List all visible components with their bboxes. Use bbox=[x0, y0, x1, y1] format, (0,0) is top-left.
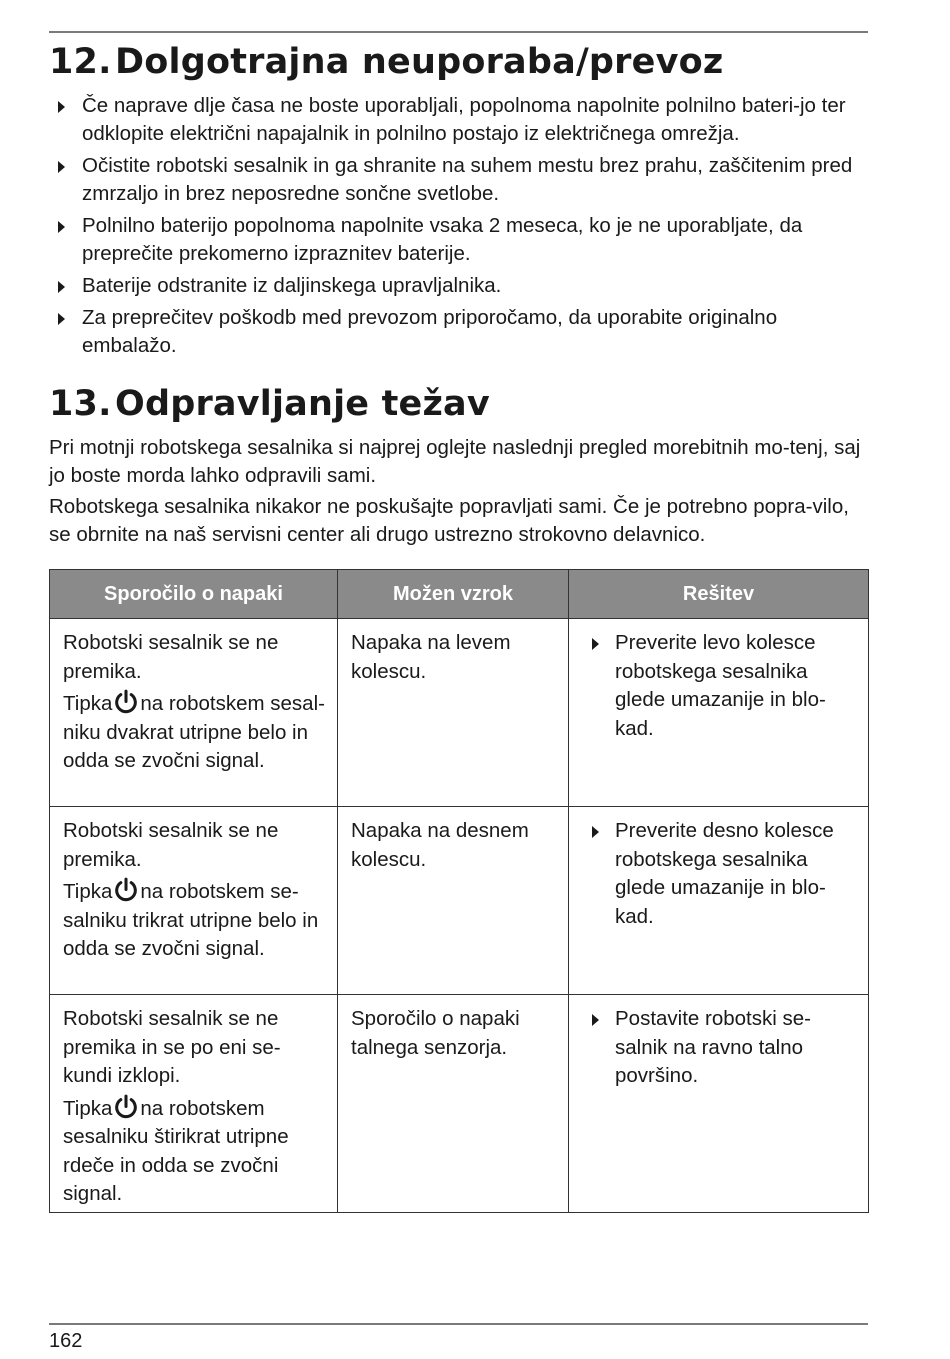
section-12-bullet-list bbox=[49, 92, 864, 364]
section-number: 13. bbox=[49, 384, 112, 424]
cause-cell: Napaka na desnem kolescu. bbox=[338, 807, 569, 995]
header-error-message: Sporočilo o napaki bbox=[50, 570, 338, 619]
error-message-cell: Robotski sesalnik se ne premika. Tipka na robotskem sesal-niku dvakrat utripne belo in odda se zvočni signal. bbox=[50, 619, 338, 807]
solution-cell: Preverite levo kolesce robotskega sesalnika glede umazanije in blo-kad. bbox=[569, 619, 869, 807]
triangle-right-icon bbox=[58, 101, 65, 113]
power-icon bbox=[113, 877, 139, 903]
table-row bbox=[50, 995, 869, 1213]
list-item: Če naprave dlje časa ne boste uporabljali, popolnoma napolnite polnilno bateri-jo ter odklopite električni napajalnik in polnilno postajo iz električnega omrežja. bbox=[49, 92, 864, 148]
cause-cell: Sporočilo o napaki talnega senzorja. bbox=[338, 995, 569, 1213]
triangle-right-icon bbox=[58, 161, 65, 173]
header-solution: Rešitev bbox=[569, 570, 869, 619]
section-12-heading bbox=[49, 42, 723, 82]
error-message-cell: Robotski sesalnik se ne premika in se po eni se-kundi izklopi. Tipka na robotskem sesalniku štirikrat utripne rdeče in odda se zvočni signal. bbox=[50, 995, 338, 1213]
cause-cell: Napaka na levem kolescu. bbox=[338, 619, 569, 807]
section-title: Dolgotrajna neuporaba/prevoz bbox=[115, 42, 724, 82]
error-message-cell: Robotski sesalnik se ne premika. Tipka na robotskem se-salniku trikrat utripne belo in odda se zvočni signal. bbox=[50, 807, 338, 995]
section-13-heading bbox=[49, 384, 490, 424]
list-item: Baterije odstranite iz daljinskega upravljalnika. bbox=[49, 272, 864, 300]
solution-cell: Preverite desno kolesce robotskega sesalnika glede umazanije in blo-kad. bbox=[569, 807, 869, 995]
bottom-rule bbox=[49, 1323, 868, 1325]
section-number: 12. bbox=[49, 42, 112, 82]
table-row bbox=[50, 619, 869, 807]
list-item: Polnilno baterijo popolnoma napolnite vsaka 2 meseca, ko je ne uporabljate, da preprečite prekomerno izpraznitev baterije. bbox=[49, 212, 864, 268]
triangle-right-icon bbox=[58, 221, 65, 233]
table-header-row bbox=[50, 570, 869, 619]
power-icon bbox=[113, 689, 139, 715]
table-row bbox=[50, 807, 869, 995]
triangle-right-icon bbox=[58, 313, 65, 325]
page-number: 162 bbox=[49, 1330, 83, 1352]
section-title: Odpravljanje težav bbox=[115, 384, 490, 424]
list-item: Očistite robotski sesalnik in ga shranite na suhem mestu brez prahu, zaščitenim pred zmrzaljo in brez neposredne sončne svetlobe. bbox=[49, 152, 864, 208]
triangle-right-icon bbox=[592, 826, 599, 838]
list-item: Za preprečitev poškodb med prevozom priporočamo, da uporabite originalno embalažo. bbox=[49, 304, 864, 360]
triangle-right-icon bbox=[58, 281, 65, 293]
troubleshooting-table bbox=[49, 569, 869, 1213]
warning-paragraph: Robotskega sesalnika nikakor ne poskušajte popravljati sami. Če je potrebno popra-vilo, se obrnite na naš servisni center ali drugo ustrezno strokovno delavnico. bbox=[49, 495, 849, 546]
power-icon bbox=[113, 1094, 139, 1120]
triangle-right-icon bbox=[592, 1014, 599, 1026]
solution-cell: Postavite robotski se-salnik na ravno talno površino. bbox=[569, 995, 869, 1213]
header-possible-cause: Možen vzrok bbox=[338, 570, 569, 619]
triangle-right-icon bbox=[592, 638, 599, 650]
top-rule bbox=[49, 31, 868, 33]
intro-paragraph: Pri motnji robotskega sesalnika si najprej oglejte naslednji pregled morebitnih mo-tenj, saj jo boste morda lahko odpravili sami. bbox=[49, 436, 861, 487]
